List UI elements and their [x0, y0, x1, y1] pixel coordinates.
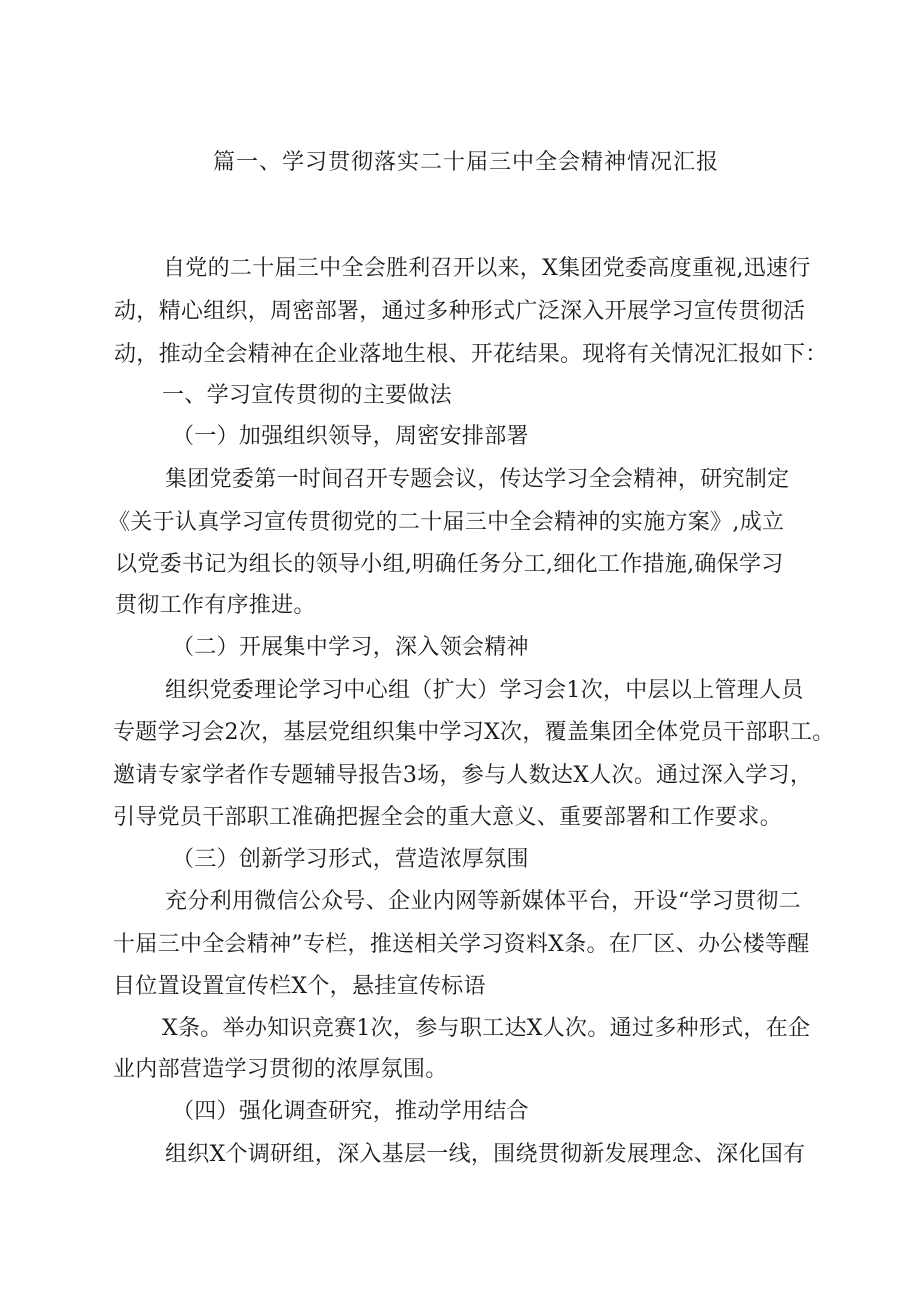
paragraph-line: 贯彻工作有序推进。 — [115, 593, 316, 618]
paragraph-line: 动，精心组织，周密部署，通过多种形式广泛深入开展学习宣传贯彻活 — [114, 299, 806, 324]
paragraph-line: 专题学习会2次，基层党组织集中学习X次，覆盖集团全体党员干部职工。 — [113, 720, 835, 745]
paragraph-line: X条。举办知识竞赛1次，参与职工达X人次。通过多种形式，在企 — [162, 1016, 811, 1041]
subsection-heading: （一）加强组织领导，周密安排部署 — [172, 424, 529, 449]
paragraph-line: 邀请专家学者作专题辅导报告3场，参与人数达X人次。通过深入学习， — [113, 763, 813, 788]
paragraph-line: 充分利用微信公众号、企业内网等新媒体平台，开设“学习贯彻二 — [165, 889, 801, 914]
subsection-heading: （三）创新学习形式，营造浓厚氛围 — [172, 847, 529, 872]
subsection-heading: （四）强化调查研究，推动学用结合 — [172, 1099, 529, 1124]
paragraph-line: 自党的二十届三中全会胜利召开以来，X集团党委高度重视,迅速行 — [163, 256, 811, 281]
paragraph-line: 组织党委理论学习中心组（扩大）学习会1次，中层以上管理人员 — [165, 678, 804, 703]
paragraph-line: 十届三中全会精神”专栏，推送相关学习资料X条。在厂区、办公楼等醒 — [113, 932, 810, 957]
document-title: 篇一、学习贯彻落实二十届三中全会精神情况汇报 — [213, 150, 720, 175]
paragraph-line: 集团党委第一时间召开专题会议，传达学习全会精神，研究制定 — [165, 467, 790, 492]
paragraph-line: 目位置设置宣传栏X个，悬挂宣传标语 — [113, 974, 486, 999]
paragraph-line: 《关于认真学习宣传贯彻党的二十届三中全会精神的实施方案》,成立 — [108, 510, 785, 535]
paragraph-line: 业内部营造学习贯彻的浓厚氛围。 — [113, 1057, 448, 1082]
paragraph-line: 以党委书记为组长的领导小组,明确任务分工,细化工作措施,确保学习 — [115, 552, 784, 577]
paragraph-line: 组织X个调研组，深入基层一线，围绕贯彻新发展理念、深化国有 — [165, 1142, 806, 1167]
subsection-heading: （二）开展集中学习，深入领会精神 — [172, 635, 529, 660]
section-heading: 一、学习宣传贯彻的主要做法 — [162, 383, 452, 408]
paragraph-line: 引导党员干部职工准确把握全会的重大意义、重要部署和工作要求。 — [113, 805, 783, 830]
paragraph-line: 动，推动全会精神在企业落地生根、开花结果。现将有关情况汇报如下： — [114, 342, 828, 367]
